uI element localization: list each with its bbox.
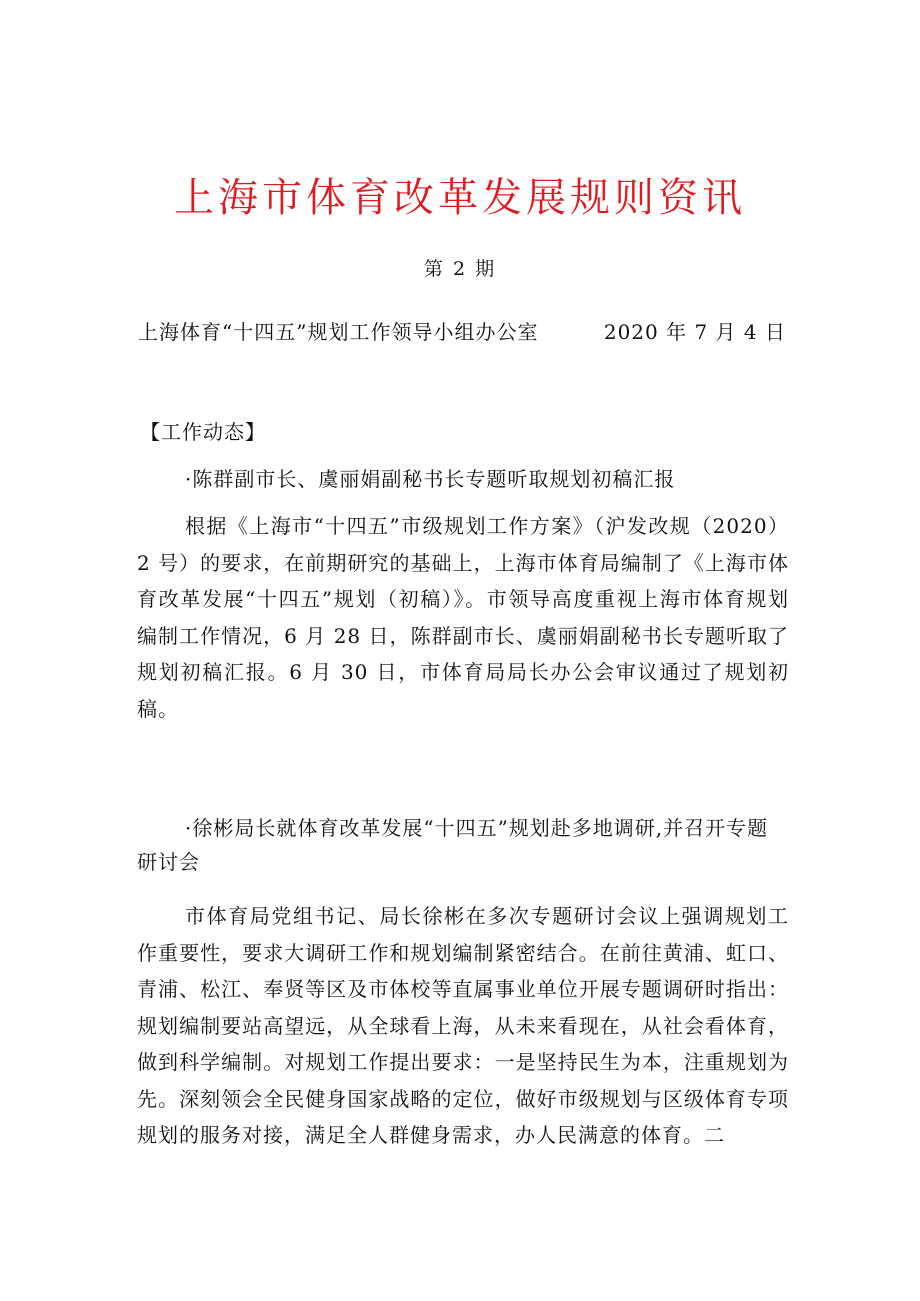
news-item-body: 市体育局党组书记、局长徐彬在多次专题研讨会议上强调规划工作重要性，要求大调研工作和规划编制紧密结合。在前往黄浦、虹口、青浦、松江、奉贤等区及市体校等直属事业单位开展专题调研时指出：规划编制要站高望远，从全球看上海，从未来看现在，从社会看体育，做到科学编制。对规划工作提出要求：一是坚持民生为本，注重规划为先。深刻领会全民健身国家战略的定位，做好市级规划与区级体育专项规划的服务对接，满足全人群健身需求，办人民满意的体育。二 bbox=[137, 904, 789, 1147]
section-heading: 【工作动态】 bbox=[140, 420, 266, 444]
issuer-line bbox=[138, 317, 790, 347]
document-title: 上海市体育改革发展规则资讯 bbox=[174, 175, 746, 221]
issue-date: 2020 年 7 月 4 日 bbox=[603, 320, 786, 344]
issue-number: 第 2 期 bbox=[423, 258, 497, 280]
news-item-heading: ·徐彬局长就体育改革发展“十四五”规划赴多地调研,并召开专题研讨会 bbox=[137, 816, 769, 874]
issuing-office: 上海体育“十四五”规划工作领导小组办公室 bbox=[138, 320, 539, 344]
news-item-body: 根据《上海市“十四五”市级规划工作方案》（沪发改规（2020）2 号）的要求，在前期研究的基础上，上海市体育局编制了《上海市体育改革发展“十四五”规划（初稿）》。市领导高度重视上海市体育规划编制工作情况，6 月 28 日，陈群副市长、虞丽娟副秘书长专题听取了规划初稿汇报。6 月 30 日，市体育局局长办公会审议通过了规划初稿。 bbox=[137, 514, 789, 721]
news-item-heading: ·陈群副市长、虞丽娟副秘书长专题听取规划初稿汇报 bbox=[185, 467, 676, 491]
